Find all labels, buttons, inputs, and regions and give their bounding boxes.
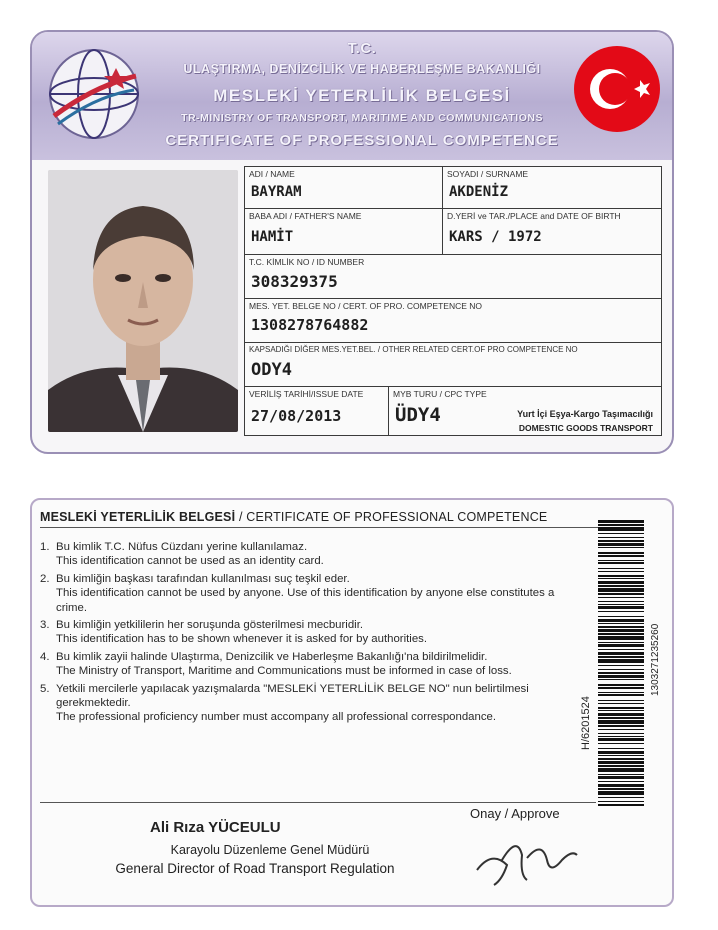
fields-grid [244,166,662,436]
barcode-bar [598,707,644,709]
barcode-bar [598,633,644,635]
rule-text-tr: Yetkili mercilerle yapılacak yazışmalarda "MESLEKİ YETERLİLİK BELGE NO" nun belirtilmesi gerekmektedir. [56,682,529,710]
barcode-bar [598,717,644,719]
barcode-bar [598,623,644,624]
barcode-code: H/6201524 [580,696,592,750]
barcode-bar [598,568,644,569]
barcode-bar [598,729,644,730]
barcode-bar [598,642,644,643]
id-value: 308329375 [251,272,338,291]
header-ministry-tr: ULAŞTIRMA, DENİZCİLİK VE HABERLEŞME BAKANLIĞI [183,62,541,76]
rule-item [40,650,580,679]
name-cell [245,167,443,209]
barcode-bar [598,547,644,548]
barcode-bar [598,571,644,572]
barcode-bar [598,629,644,632]
barcode-bar [598,604,644,605]
barcode-bar [598,652,644,655]
holder-photo [48,170,238,432]
barcode-bar [598,725,644,727]
barcode-bar [598,575,644,577]
barcode-bar [598,692,644,693]
back-title [40,510,600,528]
cert-no-cell [245,299,661,343]
father-label: BABA ADI / FATHER'S NAME [249,211,362,221]
cpc-description-en: DOMESTIC GOODS TRANSPORT [518,423,653,433]
cpc-description-tr: Yurt İçi Eşya-Kargo Taşımacılığı [517,409,653,419]
barcode-bar [598,710,644,711]
cpc-cell [389,387,661,435]
father-value: HAMİT [251,229,294,245]
rule-number: 5. [40,682,50,695]
signer-name: Ali Rıza YÜCEULU [150,819,281,836]
approve-label: Onay / Approve [470,806,560,821]
barcode-bar [598,736,644,737]
id-cell [245,255,661,299]
turkish-flag-icon [572,44,662,134]
barcode-bar [598,784,644,787]
other-cert-label: KAPSADIĞI DİĞER MES.YET.BEL. / OTHER RELATED CERT.OF PRO COMPETENCE NO [249,345,578,354]
signer-title-tr: Karayolu Düzenleme Genel Müdürü [170,843,370,857]
issue-cell [245,387,389,435]
header-title-en: CERTIFICATE OF PROFESSIONAL COMPETENCE [165,132,559,149]
barcode-bar [598,560,644,561]
barcode-bar [598,672,644,674]
barcode-bar [598,733,644,734]
barcode-bar [598,684,644,686]
barcode-bar [598,761,644,764]
rule-number: 1. [40,541,50,553]
barcode-bar [598,720,644,724]
barcode-bar [598,774,644,775]
rules-list [40,540,580,728]
barcode-bar [598,616,644,617]
barcode-bar [598,537,644,538]
cert-no-value: 1308278764882 [251,316,369,334]
barcode-bar [598,626,644,628]
barcode-bar [598,703,644,704]
barcode-bar [598,644,644,647]
barcode-bar [598,524,644,526]
rule-text-en: This identification cannot be used as an identity card. [56,555,324,568]
barcode-bar [598,597,644,598]
barcode-bar [598,797,644,798]
barcode-bar [598,581,644,584]
barcode-bar [598,540,644,542]
barcode-bar [598,801,644,802]
barcode-bar [598,659,644,663]
barcode-bar [598,713,644,716]
rule-item [40,618,580,647]
handwritten-signature [472,830,582,890]
rule-text-en: This identification has to be shown whenever it is asked for by authorities. [56,633,428,646]
birth-label: D.YERİ ve TAR./PLACE and DATE OF BIRTH [447,211,621,221]
id-label: T.C. KİMLİK NO / ID NUMBER [249,257,365,267]
surname-label: SOYADI / SURNAME [447,169,529,179]
rule-number: 2. [40,572,50,585]
barcode-bar [598,758,644,760]
back-title-tr: MESLEKİ YETERLİLİK BELGESİ [40,510,236,524]
issue-label: VERİLİŞ TARİHİ/ISSUE DATE [249,389,364,399]
rule-text-tr: Bu kimlik T.C. Nüfus Cüzdanı yerine kullanılamaz. [56,541,308,553]
barcode-bar [598,520,644,523]
barcode-bar [598,588,644,592]
barcode-bar [598,533,644,534]
card-header [32,32,672,160]
rule-item [40,572,580,615]
barcode-number: 1303271235260 [650,623,661,696]
barcode-bar [598,578,644,579]
barcode-bar [598,776,644,779]
rule-text-en: The Ministry of Transport, Maritime and Communications must be informed in case of loss. [56,665,512,678]
name-value: BAYRAM [251,184,302,200]
other-cert-cell [245,343,661,387]
barcode-bar [598,751,644,754]
rule-text-en: This identification cannot be used by anyone. Use of this identification by anyone else constitutes a crime. [56,587,555,614]
rule-item [40,540,580,569]
barcode-bar [598,611,644,612]
barcode-bar [598,788,644,790]
rule-number: 4. [40,650,50,663]
signer-title-en: General Director of Road Transport Regulation [115,861,395,876]
header-ministry-en: TR-MINISTRY OF TRANSPORT, MARITIME AND COMMUNICATIONS [181,112,543,124]
rule-text-tr: Bu kimliğin başkası tarafından kullanılması suç teşkil eder. [56,572,350,585]
barcode-bar [598,700,644,701]
barcode-bar [598,768,644,772]
cpc-label: MYB TURU / CPC TYPE [393,389,487,399]
other-cert-value: ODY4 [251,360,292,380]
barcode-bar [598,748,644,749]
rule-text-en: The professional proficiency number must accompany all professional correspondance. [56,711,497,724]
name-label: ADI / NAME [249,169,295,179]
barcode-bar [598,527,644,531]
barcode-bar [598,804,644,806]
card-front [30,30,674,454]
barcode-bar [598,619,644,622]
barcode-bar [598,593,644,595]
barcode-bar [598,687,644,689]
header-tc: T.C. [347,40,377,57]
ministry-logo-icon [46,46,142,142]
birth-value: KARS / 1972 [449,229,542,245]
barcode-bar [598,781,644,782]
father-cell [245,209,443,255]
barcode-bar [598,755,644,756]
rule-item [40,682,580,725]
birth-cell [443,209,661,255]
cpc-value: ÜDY4 [395,404,441,426]
cert-no-label: MES. YET. BELGE NO / CERT. OF PRO. COMPETENCE NO [249,301,483,311]
header-title-tr: MESLEKİ YETERLİLİK BELGESİ [213,86,511,105]
barcode-bar [598,555,644,557]
barcode-bar [598,679,644,680]
surname-cell [443,167,661,209]
barcode-bar [598,694,644,696]
barcode-bar [598,606,644,609]
barcode-bar [598,656,644,658]
rule-text-tr: Bu kimlik zayii halinde Ulaştırma, Denizcilik ve Haberleşme Bakanlığı'na bildirilmelidir. [56,650,488,663]
barcode-bar [598,585,644,587]
barcode-bar [598,562,644,564]
barcode-bar [598,791,644,795]
barcode-bar [598,675,644,678]
barcode-bar [598,669,644,670]
barcode-bar [598,636,644,640]
barcode-bar [598,543,644,546]
surname-value: AKDENİZ [449,184,509,200]
barcode-bar [598,552,644,554]
issue-value: 27/08/2013 [251,407,342,425]
rule-number: 3. [40,619,50,632]
back-title-en: / CERTIFICATE OF PROFESSIONAL COMPETENCE [235,510,548,524]
barcode-bar [598,765,644,767]
barcode-bar [598,649,644,650]
barcode-bar [598,738,644,741]
barcode-bar [598,665,644,666]
card-back [30,498,674,907]
barcode-bar [598,601,644,602]
rule-text-tr: Bu kimliğin yetkililerin her soruşunda gösterilmesi mecburidir. [56,619,364,632]
barcode-bar [598,743,644,744]
